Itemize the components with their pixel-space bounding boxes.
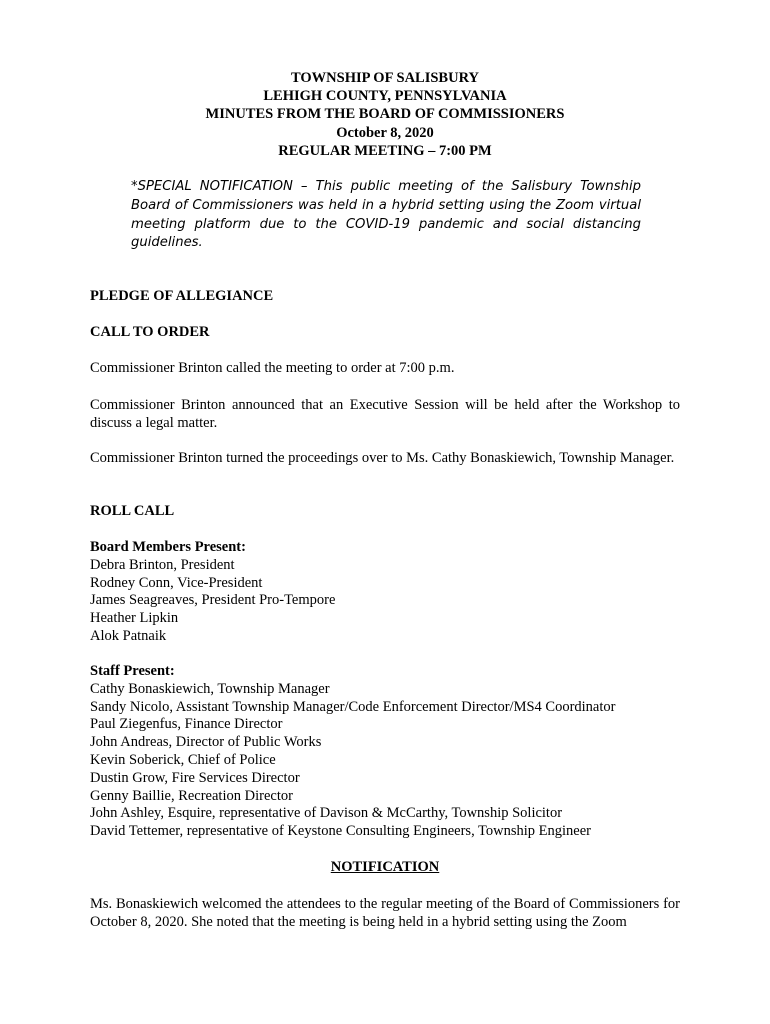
header-meeting-type: REGULAR MEETING – 7:00 PM <box>278 142 492 159</box>
header-county: LEHIGH COUNTY, PENNSYLVANIA <box>263 88 507 105</box>
list-item: John Ashley, Esquire, representative of Davison & McCarthy, Township Solicitor <box>90 805 563 822</box>
list-item: Heather Lipkin <box>90 610 179 627</box>
board-members-list <box>90 539 690 646</box>
section-heading-roll-call: ROLL CALL <box>90 503 175 519</box>
list-item: John Andreas, Director of Public Works <box>90 734 322 751</box>
list-item: Debra Brinton, President <box>90 556 235 573</box>
call-to-order-paragraph-1: Commissioner Brinton called the meeting to order at 7:00 p.m. <box>90 360 455 376</box>
document-header <box>0 69 770 160</box>
header-minutes-title: MINUTES FROM THE BOARD OF COMMISSIONERS <box>205 106 565 123</box>
special-notification: *SPECIAL NOTIFICATION – This public meeting of the Salisbury Township Board of Commissioners was held in a hybrid setting using the Zoom virtual meeting platform due to the COVID-19 pandemic and social distancing guidelines. <box>131 179 641 251</box>
call-to-order-paragraph-3: Commissioner Brinton turned the proceedings over to Ms. Cathy Bonaskiewich, Township Manager. <box>90 450 675 466</box>
call-to-order-paragraph-2: Commissioner Brinton announced that an Executive Session will be held after the Workshop to discuss a legal matter. <box>90 397 680 431</box>
list-item: Sandy Nicolo, Assistant Township Manager/Code Enforcement Director/MS4 Coordinator <box>90 698 616 715</box>
list-item: Alok Patnaik <box>90 627 167 644</box>
section-heading-notification: NOTIFICATION <box>330 859 440 875</box>
list-item: Kevin Soberick, Chief of Police <box>90 751 276 768</box>
list-item: James Seagreaves, President Pro-Tempore <box>90 592 336 609</box>
header-township: TOWNSHIP OF SALISBURY <box>290 70 480 86</box>
list-item: Genny Baillie, Recreation Director <box>90 787 293 804</box>
list-item: David Tettemer, representative of Keystone Consulting Engineers, Township Engineer <box>90 823 592 840</box>
list-item: Paul Ziegenfus, Finance Director <box>90 716 283 733</box>
list-item: Dustin Grow, Fire Services Director <box>90 769 300 786</box>
list-item: Cathy Bonaskiewich, Township Manager <box>90 680 330 697</box>
section-heading-pledge: PLEDGE OF ALLEGIANCE <box>90 288 274 304</box>
board-members-heading: Board Members Present: <box>90 539 246 555</box>
staff-present-list <box>90 663 690 841</box>
section-heading-call-to-order: CALL TO ORDER <box>90 324 210 340</box>
list-item: Rodney Conn, Vice-President <box>90 574 263 591</box>
staff-present-heading: Staff Present: <box>90 663 175 679</box>
notification-paragraph-1: Ms. Bonaskiewich welcomed the attendees to the regular meeting of the Board of Commissioners for October 8, 2020. She noted that the meeting is being held in a hybrid setting using the Zoom <box>90 896 680 930</box>
header-date: October 8, 2020 <box>336 124 434 141</box>
